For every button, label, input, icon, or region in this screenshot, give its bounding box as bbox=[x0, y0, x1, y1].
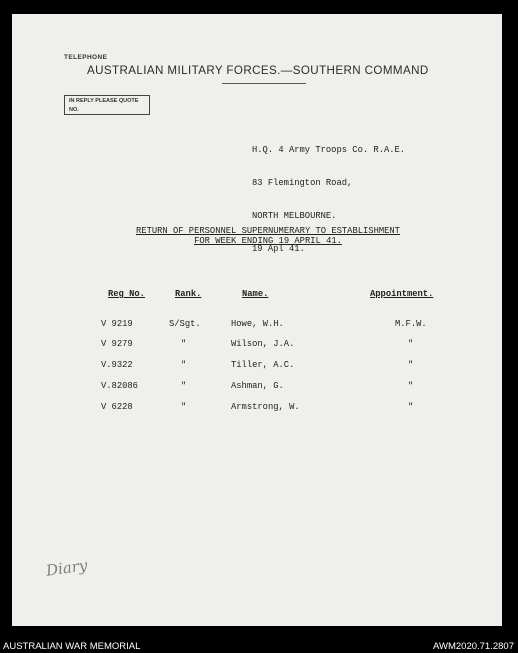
reg-no-cell: V.9322 bbox=[101, 360, 133, 370]
letterhead-title: AUSTRALIAN MILITARY FORCES.—SOUTHERN COMMAND bbox=[87, 64, 429, 77]
name-cell: Wilson, J.A. bbox=[231, 339, 295, 349]
column-header-appointment: Appointment. bbox=[370, 289, 434, 299]
rank-cell: S/Sgt. bbox=[169, 319, 201, 329]
letterhead-rule bbox=[222, 83, 306, 84]
reg-no-cell: V.82086 bbox=[101, 381, 138, 391]
rank-cell: " bbox=[181, 339, 187, 349]
reg-no-cell: V 6228 bbox=[101, 402, 133, 412]
appointment-cell: " bbox=[408, 402, 414, 412]
column-header-reg-no: Reg No. bbox=[108, 289, 145, 299]
rank-cell: " bbox=[181, 402, 187, 412]
reg-no-cell: V 9279 bbox=[101, 339, 133, 349]
rank-cell: " bbox=[181, 360, 187, 370]
name-cell: Howe, W.H. bbox=[231, 319, 284, 329]
column-header-rank: Rank. bbox=[175, 289, 202, 299]
archive-credit: AUSTRALIAN WAR MEMORIAL bbox=[3, 641, 141, 652]
telephone-label: TELEPHONE bbox=[64, 54, 108, 61]
appointment-cell: M.F.W. bbox=[395, 319, 427, 329]
name-cell: Tiller, A.C. bbox=[231, 360, 295, 370]
name-cell: Armstrong, W. bbox=[231, 402, 300, 412]
document-heading bbox=[112, 226, 424, 246]
sender-address bbox=[252, 123, 405, 277]
archive-reference: AWM2020.71.2807 bbox=[433, 641, 514, 652]
address-line: NORTH MELBOURNE. bbox=[252, 211, 337, 221]
heading-line-1: RETURN OF PERSONNEL SUPERNUMERARY TO ESTABLISHMENT bbox=[136, 226, 400, 236]
reg-no-cell: V 9219 bbox=[101, 319, 133, 329]
rank-cell: " bbox=[181, 381, 187, 391]
reply-number-label: NO. bbox=[69, 107, 79, 113]
name-cell: Ashman, G. bbox=[231, 381, 284, 391]
appointment-cell: " bbox=[408, 360, 414, 370]
reply-quote-box bbox=[64, 95, 150, 115]
address-line: 83 Flemington Road, bbox=[252, 178, 353, 188]
handwritten-annotation: Diary bbox=[44, 556, 89, 580]
column-header-name: Name. bbox=[242, 289, 269, 299]
reply-quote-label: IN REPLY PLEASE QUOTE bbox=[69, 98, 139, 104]
address-line: H.Q. 4 Army Troops Co. R.A.E. bbox=[252, 145, 406, 155]
document-page bbox=[12, 14, 502, 626]
appointment-cell: " bbox=[408, 381, 414, 391]
address-line: 19 Apl 41. bbox=[252, 244, 305, 254]
heading-line-2: FOR WEEK ENDING 19 APRIL 41. bbox=[194, 236, 342, 246]
appointment-cell: " bbox=[408, 339, 414, 349]
